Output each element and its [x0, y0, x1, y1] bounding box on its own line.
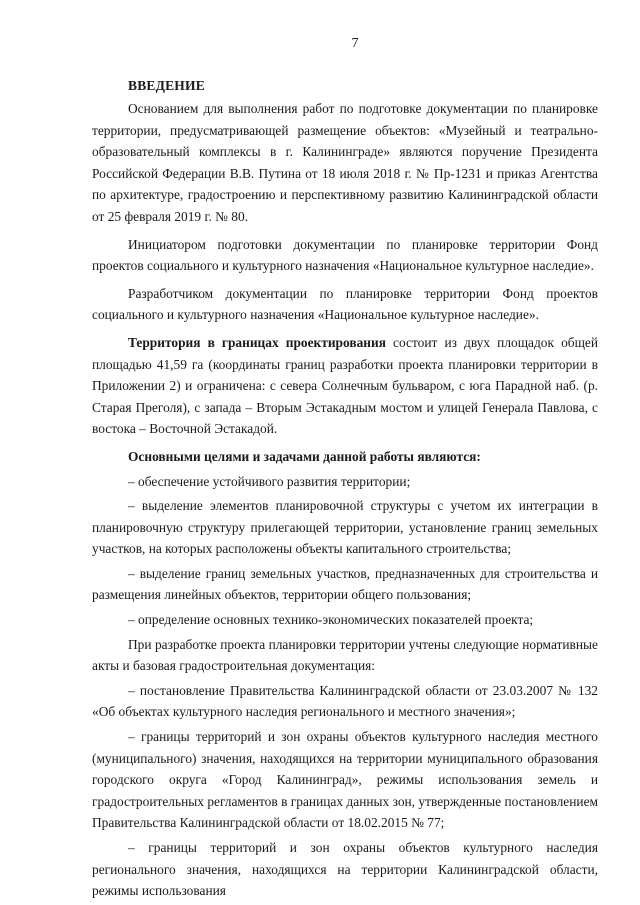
territory-label: Территория в границах проектирования: [128, 334, 386, 350]
paragraph-basis: Основанием для выполнения работ по подготовке документации по планировке территории, предусматривающей размещение объектов: «Музейный и театрально-образовательный комплексы в г. Калининграде» являются поручение Президента Российской Федерации В.В. Путина от 18 июля 2018 г. № Пр-1231 и приказ Агентства по архитектуре, градостроению и перспективному развитию Калининградской области от 25 февраля 2019 г. № 80.: [92, 101, 598, 224]
page-number: 7: [351, 36, 359, 51]
list-item: – границы территорий и зон охраны объектов культурного наследия регионального значения, находящихся на территории Калининградской области, режимы использования: [92, 840, 598, 899]
section-heading: ВВЕДЕНИЕ: [128, 78, 205, 93]
list-item: – постановление Правительства Калининградской области от 23.03.2007 № 132 «Об объектах культурного наследия регионального и местного значения»;: [92, 682, 598, 720]
paragraph-developer: Разработчиком документации по планировке территории Фонд проектов социального и культурного назначения «Национальное культурное наследие».: [92, 285, 598, 323]
paragraph-initiator: Инициатором подготовки документации по планировке территории Фонд проектов социального и культурного назначения «Национальное культурное наследие».: [92, 236, 598, 274]
paragraph-territory: [92, 332, 598, 440]
paragraph-goals-heading: [92, 446, 598, 468]
list-item: – обеспечение устойчивого развития территории;: [128, 473, 411, 489]
list-item: – выделение границ земельных участков, предназначенных для строительства и размещения линейных объектов, территории общего пользования;: [92, 565, 598, 603]
list-item: – границы территорий и зон охраны объектов культурного наследия местного (муниципального) значения, находящихся на территории муниципального образования городского округа «Город Калининград», режимы использования земель и градостроительных регламентов в границах данных зон, утвержденные постановлением Правительства Калининградской области от 18.02.2015 № 77;: [92, 729, 598, 831]
list-item: – определение основных технико-экономических показателей проекта;: [128, 612, 534, 628]
goals-label: Основными целями и задачами данной работы являются:: [128, 448, 481, 464]
list-item: – выделение элементов планировочной структуры с учетом их интеграции в планировочную структуру прилегающей территории, установление границ земельных участков, на которых расположены объекты капитального строительства;: [92, 498, 598, 557]
paragraph-normative: При разработке проекта планировки территории учтены следующие нормативные акты и базовая градостроительная документация:: [92, 636, 598, 674]
territory-text: состоит из двух площадок общей площадью 41,59 га (координаты границ разработки проекта планировки территории в Приложении 2) и ограничена: с севера Солнечным бульваром, с юга Парадной наб. (р. Старая Преголя), с запада – Вторым Эстакадным мостом и улицей Генерала Павлова, с востока – Восточной Эстакадой.: [92, 334, 598, 437]
